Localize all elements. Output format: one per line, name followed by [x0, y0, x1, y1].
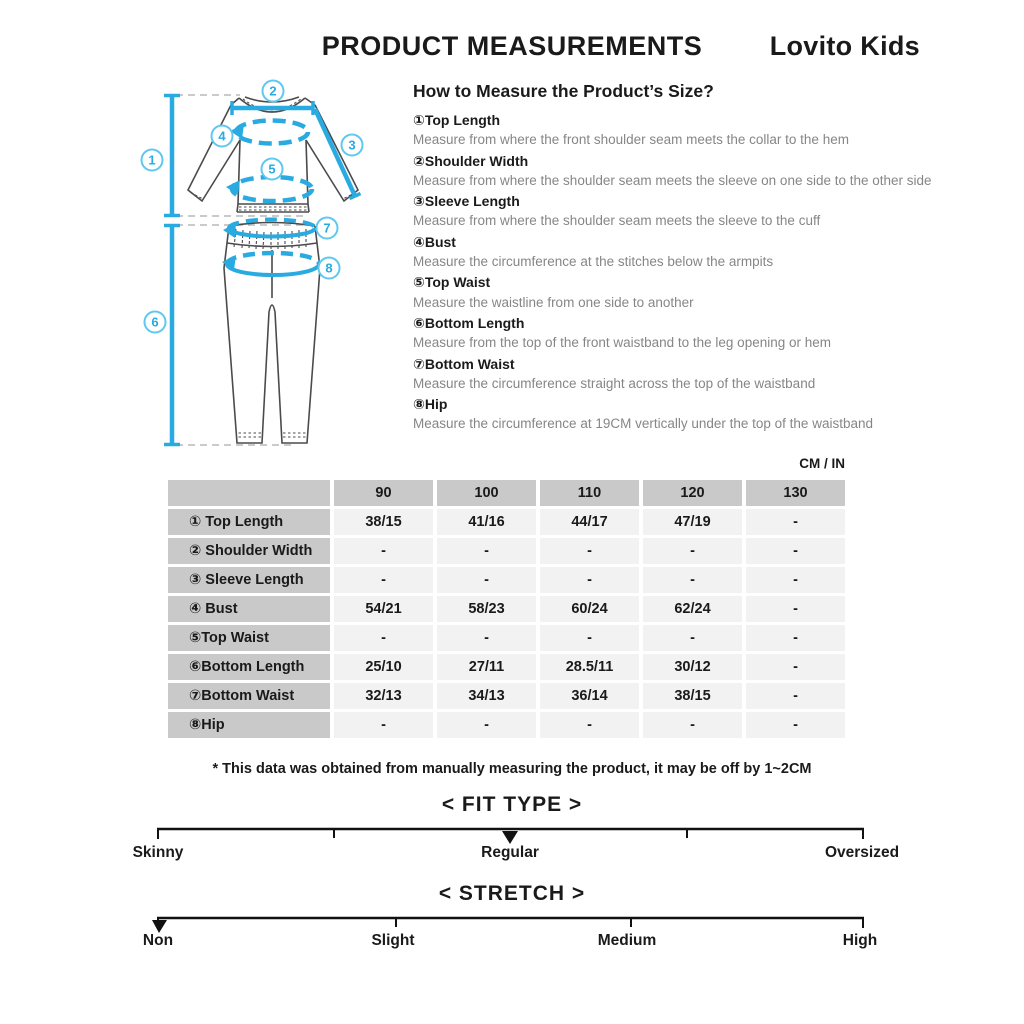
fit-type-title: < FIT TYPE >: [441, 793, 583, 816]
measure-line-bottom-length: [164, 226, 180, 445]
measure-item-desc: Measure the circumference straight across the top of the waistband: [413, 375, 816, 391]
diagram-marker-3: [342, 135, 363, 156]
size-column-header: 120: [643, 480, 742, 506]
measure-guide: [413, 80, 970, 435]
table-cell: -: [540, 712, 639, 738]
table-cell: -: [643, 712, 742, 738]
table-cell: -: [746, 712, 845, 738]
svg-text:4: 4: [218, 128, 226, 144]
measure-item-label: ⑥Bottom Length: [413, 314, 525, 331]
row-label-bust: ④ Bust: [168, 596, 330, 622]
unit-label: CM / IN: [799, 456, 845, 471]
table-cell: -: [746, 538, 845, 564]
row-label-top-waist: ⑤Top Waist: [168, 625, 330, 651]
measure-guide-item: [413, 191, 970, 232]
svg-text:7: 7: [323, 220, 331, 236]
table-cell: -: [437, 625, 536, 651]
measure-item-desc: Measure from where the shoulder seam meets the sleeve to the cuff: [413, 213, 821, 229]
table-cell: 38/15: [334, 509, 433, 535]
diagram-marker-1: [142, 150, 163, 171]
table-corner-cell: [168, 480, 330, 506]
measure-guide-item: [413, 272, 970, 313]
diagram-marker-8: [319, 258, 340, 279]
table-cell: -: [746, 509, 845, 535]
measure-item-desc: Measure from where the shoulder seam meets the sleeve on one side to the other side: [413, 172, 932, 188]
table-cell: -: [540, 567, 639, 593]
row-label-top-length: ① Top Length: [168, 509, 330, 535]
size-column-header: 130: [746, 480, 845, 506]
table-cell: -: [746, 596, 845, 622]
measure-guide-item: [413, 151, 970, 192]
stretch-ticks: [158, 918, 863, 928]
table-cell: 41/16: [437, 509, 536, 535]
table-cell: -: [437, 712, 536, 738]
table-cell: -: [746, 654, 845, 680]
measure-item-desc: Measure the circumference at the stitches below the armpits: [413, 254, 774, 270]
table-cell: -: [334, 567, 433, 593]
stretch-label-non: Non: [142, 932, 174, 949]
table-cell: -: [643, 567, 742, 593]
table-cell: -: [437, 538, 536, 564]
measure-guide-title: How to Measure the Product’s Size?: [413, 81, 714, 101]
table-cell: -: [437, 567, 536, 593]
fit-type-label-regular: Regular: [481, 844, 539, 861]
garment-diagram: [125, 75, 425, 465]
table-cell: 62/24: [643, 596, 742, 622]
page-title: PRODUCT MEASUREMENTS: [321, 31, 703, 61]
stretch-label-medium: Medium: [597, 932, 657, 949]
measure-item-label: ⑤Top Waist: [413, 274, 491, 291]
table-cell: 58/23: [437, 596, 536, 622]
measure-guide-item: [413, 313, 970, 354]
measure-item-desc: Measure from where the front shoulder seam meets the collar to the hem: [413, 132, 849, 148]
diagram-marker-2: [263, 81, 284, 102]
table-cell: 36/14: [540, 683, 639, 709]
stretch-label-slight: Slight: [371, 932, 415, 949]
table-cell: 38/15: [643, 683, 742, 709]
row-label-shoulder-width: ② Shoulder Width: [168, 538, 330, 564]
table-cell: -: [334, 538, 433, 564]
svg-text:5: 5: [268, 161, 276, 177]
stretch-title: < STRETCH >: [438, 882, 586, 905]
table-cell: 28.5/11: [540, 654, 639, 680]
table-cell: -: [540, 625, 639, 651]
fit-type-label-oversized: Oversized: [824, 844, 900, 861]
stretch-label-high: High: [842, 932, 878, 949]
svg-text:3: 3: [348, 137, 356, 153]
svg-text:8: 8: [325, 260, 333, 276]
size-column-header: 100: [437, 480, 536, 506]
measure-item-label: ②Shoulder Width: [413, 152, 529, 169]
measure-item-label: ③Sleeve Length: [413, 193, 520, 210]
fit-type-pointer: [502, 831, 518, 844]
row-label-bottom-waist: ⑦Bottom Waist: [168, 683, 330, 709]
size-table: [168, 480, 845, 738]
measure-line-shoulder-width: [232, 101, 313, 115]
size-column-header: 90: [334, 480, 433, 506]
table-cell: -: [334, 625, 433, 651]
table-cell: 54/21: [334, 596, 433, 622]
table-cell: 47/19: [643, 509, 742, 535]
diagram-marker-6: [145, 312, 166, 333]
table-footnote: * This data was obtained from manually measuring the product, it may be off by 1~2CM: [212, 761, 812, 777]
brand-logo: Lovito Kids: [769, 31, 920, 61]
measure-line-top-length: [164, 96, 180, 216]
table-cell: -: [540, 538, 639, 564]
size-column-header: 110: [540, 480, 639, 506]
diagram-marker-7: [317, 218, 338, 239]
measure-item-label: ④Bust: [413, 233, 456, 250]
measure-guide-item: [413, 110, 970, 151]
measure-item-desc: Measure from the top of the front waistband to the leg opening or hem: [413, 335, 831, 351]
table-cell: 25/10: [334, 654, 433, 680]
table-cell: 60/24: [540, 596, 639, 622]
svg-text:2: 2: [269, 83, 277, 99]
table-cell: 32/13: [334, 683, 433, 709]
measure-guide-item: [413, 232, 970, 273]
measure-guide-item: [413, 394, 970, 435]
svg-text:6: 6: [151, 314, 159, 330]
row-label-sleeve-length: ③ Sleeve Length: [168, 567, 330, 593]
row-label-hip: ⑧Hip: [168, 712, 330, 738]
row-label-bottom-length: ⑥Bottom Length: [168, 654, 330, 680]
diagram-marker-5: [262, 159, 283, 180]
table-cell: -: [643, 625, 742, 651]
table-cell: 44/17: [540, 509, 639, 535]
svg-text:1: 1: [148, 152, 156, 168]
table-cell: 34/13: [437, 683, 536, 709]
measure-item-desc: Measure the waistline from one side to another: [413, 294, 694, 310]
table-cell: -: [746, 625, 845, 651]
stretch-ruler: [150, 911, 874, 943]
measure-item-label: ⑧Hip: [413, 396, 448, 413]
table-cell: -: [746, 683, 845, 709]
measure-ellipse-hip: [222, 253, 319, 275]
measure-item-label: ⑦Bottom Waist: [413, 355, 515, 372]
fit-type-label-skinny: Skinny: [132, 844, 184, 861]
table-cell: 27/11: [437, 654, 536, 680]
table-cell: -: [746, 567, 845, 593]
table-cell: -: [643, 538, 742, 564]
measure-item-label: ①Top Length: [413, 112, 501, 128]
table-cell: 30/12: [643, 654, 742, 680]
table-cell: -: [334, 712, 433, 738]
measure-item-desc: Measure the circumference at 19CM vertically under the top of the waistband: [413, 416, 873, 432]
measure-ellipse-bust: [230, 121, 308, 144]
measure-guide-item: [413, 354, 970, 395]
pajama-top-drawing: [188, 97, 358, 212]
diagram-marker-4: [212, 126, 233, 147]
